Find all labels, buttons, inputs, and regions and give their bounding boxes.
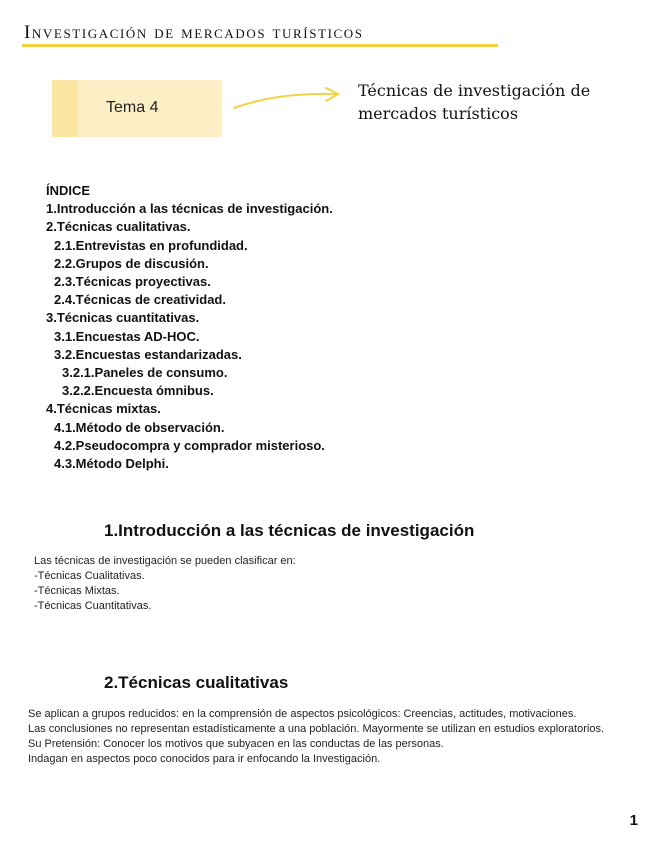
paragraph-line: -Técnicas Mixtas. [34, 585, 120, 597]
toc-item: 3.1.Encuestas AD-HOC. [54, 328, 200, 344]
page-number: 1 [629, 812, 638, 829]
toc-item: 4.1.Método de observación. [54, 419, 225, 435]
toc-item: 2.1.Entrevistas en profundidad. [54, 237, 248, 253]
paragraph-line: Indagan en aspectos poco conocidos para ir enfocando la Investigación. [28, 753, 381, 765]
toc-item: 4.3.Método Delphi. [54, 456, 169, 472]
toc-item: 4.Técnicas mixtas. [46, 401, 161, 417]
tema-box-strip [52, 80, 78, 137]
toc-item: 2.Técnicas cualitativas. [46, 219, 191, 235]
tema-subtitle-line: Técnicas de investigación de [358, 81, 591, 100]
toc-item: 3.2.2.Encuesta ómnibus. [62, 383, 214, 399]
tema-label: Tema 4 [106, 99, 159, 116]
toc-item: 2.3.Técnicas proyectivas. [54, 274, 211, 290]
paragraph-line: -Técnicas Cuantitativas. [34, 600, 152, 612]
paragraph-line: -Técnicas Cualitativas. [34, 570, 145, 582]
toc-heading: ÍNDICE [46, 183, 91, 198]
table-of-contents [46, 182, 333, 473]
section-2-title: 2.Técnicas cualitativas [104, 673, 289, 692]
section-1-body [34, 554, 296, 614]
arrow-right-icon [232, 84, 344, 114]
paragraph-line: Las conclusiones no representan estadísticamente a una población. Mayormente se utilizan en estudios exploratorios. [28, 723, 605, 735]
document-title: Investigación de mercados turísticos [24, 22, 364, 43]
title-underline [22, 44, 498, 47]
toc-item: 1.Introducción a las técnicas de investigación. [46, 201, 333, 217]
tema-subtitle [358, 79, 628, 125]
toc-item: 2.4.Técnicas de creatividad. [54, 292, 226, 308]
toc-item: 3.Técnicas cuantitativas. [46, 310, 200, 326]
paragraph-line: Su Pretensión: Conocer los motivos que subyacen en las conductas de las personas. [28, 738, 444, 750]
toc-item: 4.2.Pseudocompra y comprador misterioso. [54, 437, 325, 453]
section-2-body [28, 707, 608, 767]
toc-item: 2.2.Grupos de discusión. [54, 255, 209, 271]
toc-item: 3.2.Encuestas estandarizadas. [54, 346, 242, 362]
tema-box [52, 80, 222, 137]
section-1-title: 1.Introducción a las técnicas de investigación [104, 521, 475, 540]
paragraph-line: Las técnicas de investigación se pueden clasificar en: [34, 555, 296, 567]
paragraph-line: Se aplican a grupos reducidos: en la comprensión de aspectos psicológicos: Creencias, actitudes, motivaciones. [28, 708, 577, 720]
toc-item: 3.2.1.Paneles de consumo. [62, 365, 228, 381]
tema-subtitle-line: mercados turísticos [358, 104, 519, 123]
